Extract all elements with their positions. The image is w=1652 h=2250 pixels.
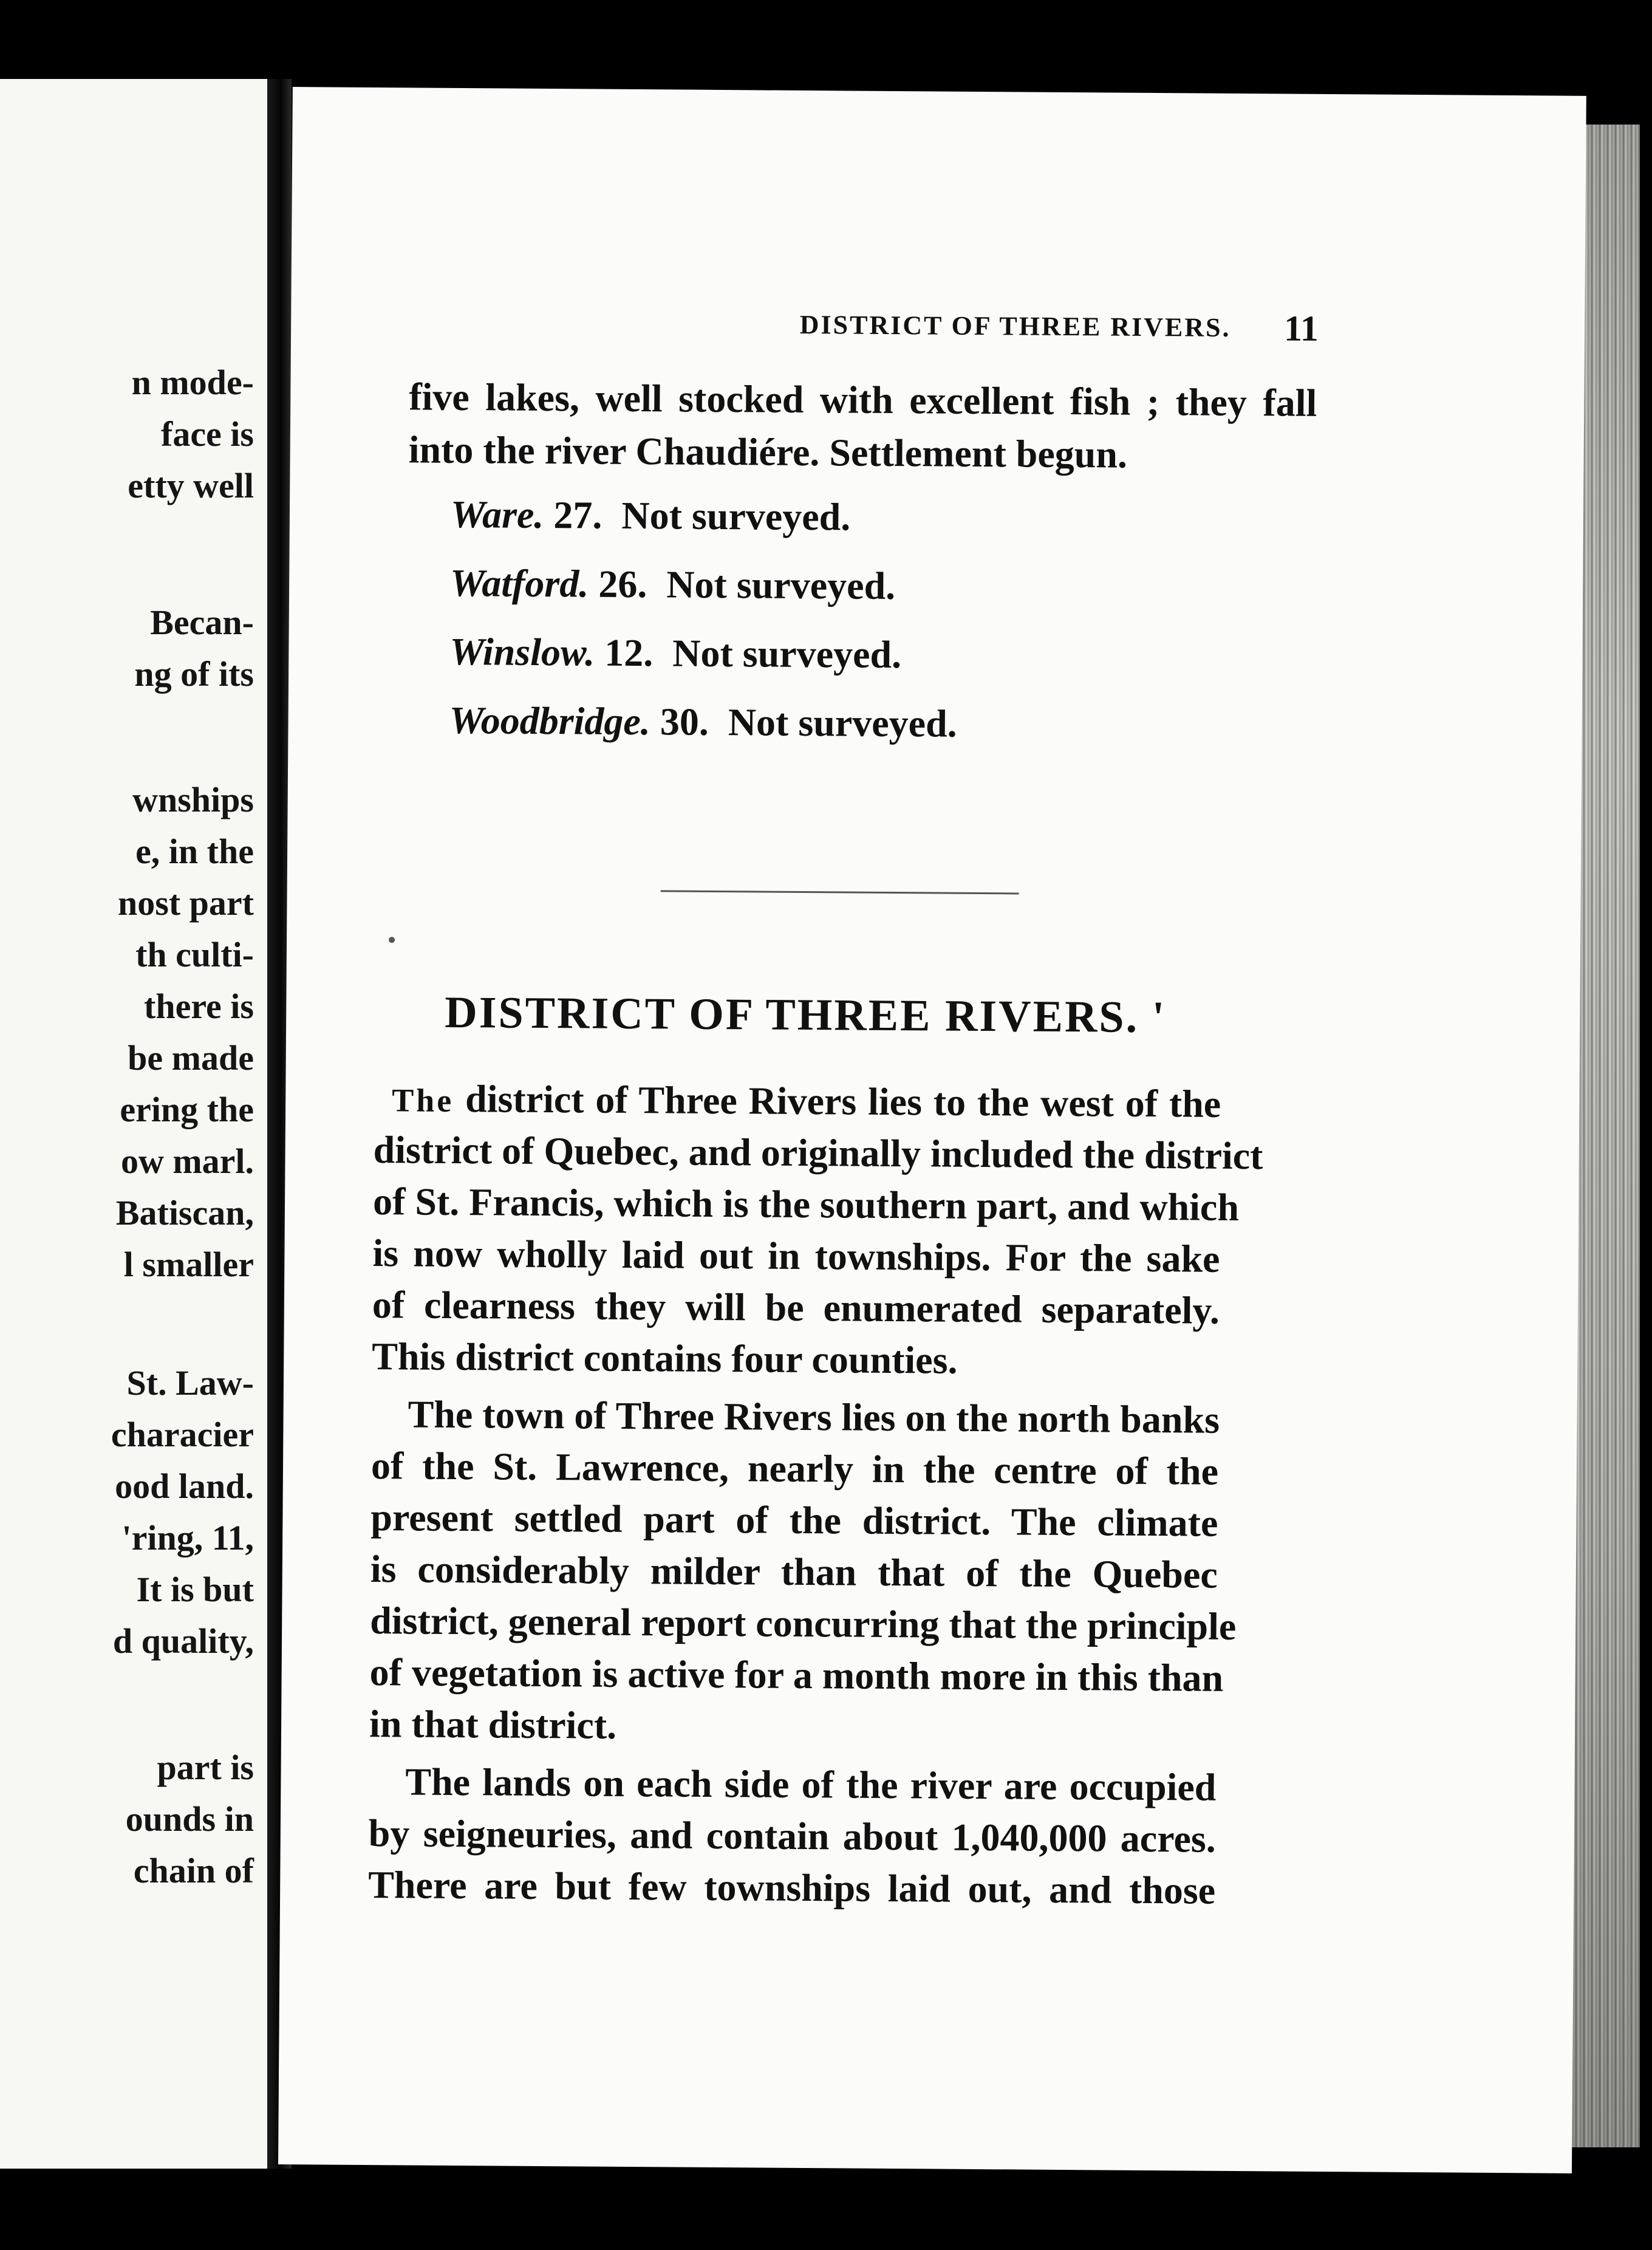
left-page-line: It is but [136,1570,254,1609]
left-page-line: St. Law- [126,1363,254,1403]
paragraph-line: is considerably milder than that of the Quebec [370,1547,1218,1596]
paragraph-line: district of Quebec, and originally included the district [373,1128,1263,1178]
left-page-line: 'ring, 11, [121,1518,254,1558]
township-number: 12. [604,631,654,675]
left-page-line: Becan- [150,603,254,642]
paragraph-line: of vegetation is active for a month more in this than [369,1650,1224,1700]
left-page-line: part is [157,1748,254,1787]
township-status: Not surveyed. [728,700,957,745]
left-page-line: ood land. [115,1466,254,1506]
left-page-line: th culti- [135,935,254,974]
paragraph-line: The lands on each side of the river are occupied [405,1760,1217,1809]
section-divider-rule [661,890,1019,894]
print-smudge [389,937,395,943]
paragraph-text: district of Three Rivers lies to the west of the [465,1077,1221,1126]
main-page [278,87,1586,2173]
paragraph-line: of the St. Lawrence, nearly in the centre of the [370,1444,1219,1493]
township-entry [449,698,957,747]
township-number: 26. [598,562,647,606]
paragraph-line: This district contains four counties. [372,1335,958,1382]
paragraph-line: in that district. [369,1702,617,1747]
left-page-line: ng of its [134,654,254,694]
left-page-line: nost part [118,883,254,923]
continuation-line: into the river Chaudiére. Settlement begun. [408,428,1128,476]
paragraph-line: of clearness they will be enumerated separately. [372,1283,1220,1332]
running-head: DISTRICT OF THREE RIVERS. [799,309,1231,343]
left-page-line: there is [144,987,254,1026]
left-page-line: e, in the [135,832,254,871]
left-page-line: etty well [128,466,254,505]
page-number: 11 [1283,308,1319,349]
left-page-line: chain of [133,1851,254,1890]
section-heading: DISTRICT OF THREE RIVERS. ' [445,987,1167,1043]
left-facing-page [0,79,267,2169]
township-entry [450,561,895,609]
township-name: Watford. [449,561,589,606]
paragraph-line: district, general report concurring that the principle [370,1599,1237,1648]
left-page-line: l smaller [123,1245,254,1284]
left-page-line: n mode- [131,363,254,402]
paragraph-line: is now wholly laid out in townships. For the sake [372,1231,1220,1281]
left-page-line: characier [111,1415,254,1454]
paragraph-line: of St. Francis, which is the southern part, and which [372,1180,1240,1229]
township-number: 30. [660,700,709,744]
paragraph-line: The town of Three Rivers lies on the north banks [408,1392,1220,1441]
township-status: Not surveyed. [672,631,902,677]
township-number: 27. [553,493,602,537]
township-name: Woodbridge. [449,698,651,744]
left-page-line: ow marl. [120,1141,254,1181]
township-name: Winslow. [449,629,595,674]
left-page-line: ounds in [125,1799,254,1839]
township-name: Ware. [450,492,544,536]
paragraph-line: by seigneuries, and contain about 1,040,000 acres. [368,1811,1217,1861]
paragraph-line: present settled part of the district. The climate [370,1496,1218,1545]
left-page-line: ering the [120,1090,254,1129]
left-page-line: be made [128,1038,254,1078]
smallcaps-opening: The [392,1082,454,1119]
township-entry [451,492,851,540]
continuation-line: five lakes, well stocked with excellent fish ; they fall [409,375,1317,425]
left-page-line: Batiscan, [115,1193,254,1233]
township-entry [449,629,901,677]
left-page-line: face is [161,414,254,454]
township-status: Not surveyed. [621,493,851,539]
township-status: Not surveyed. [666,562,896,608]
left-page-line: d quality, [112,1621,254,1661]
left-page-line: wnships [132,780,254,819]
paragraph-line: There are but few townships laid out, and those [367,1863,1216,1912]
